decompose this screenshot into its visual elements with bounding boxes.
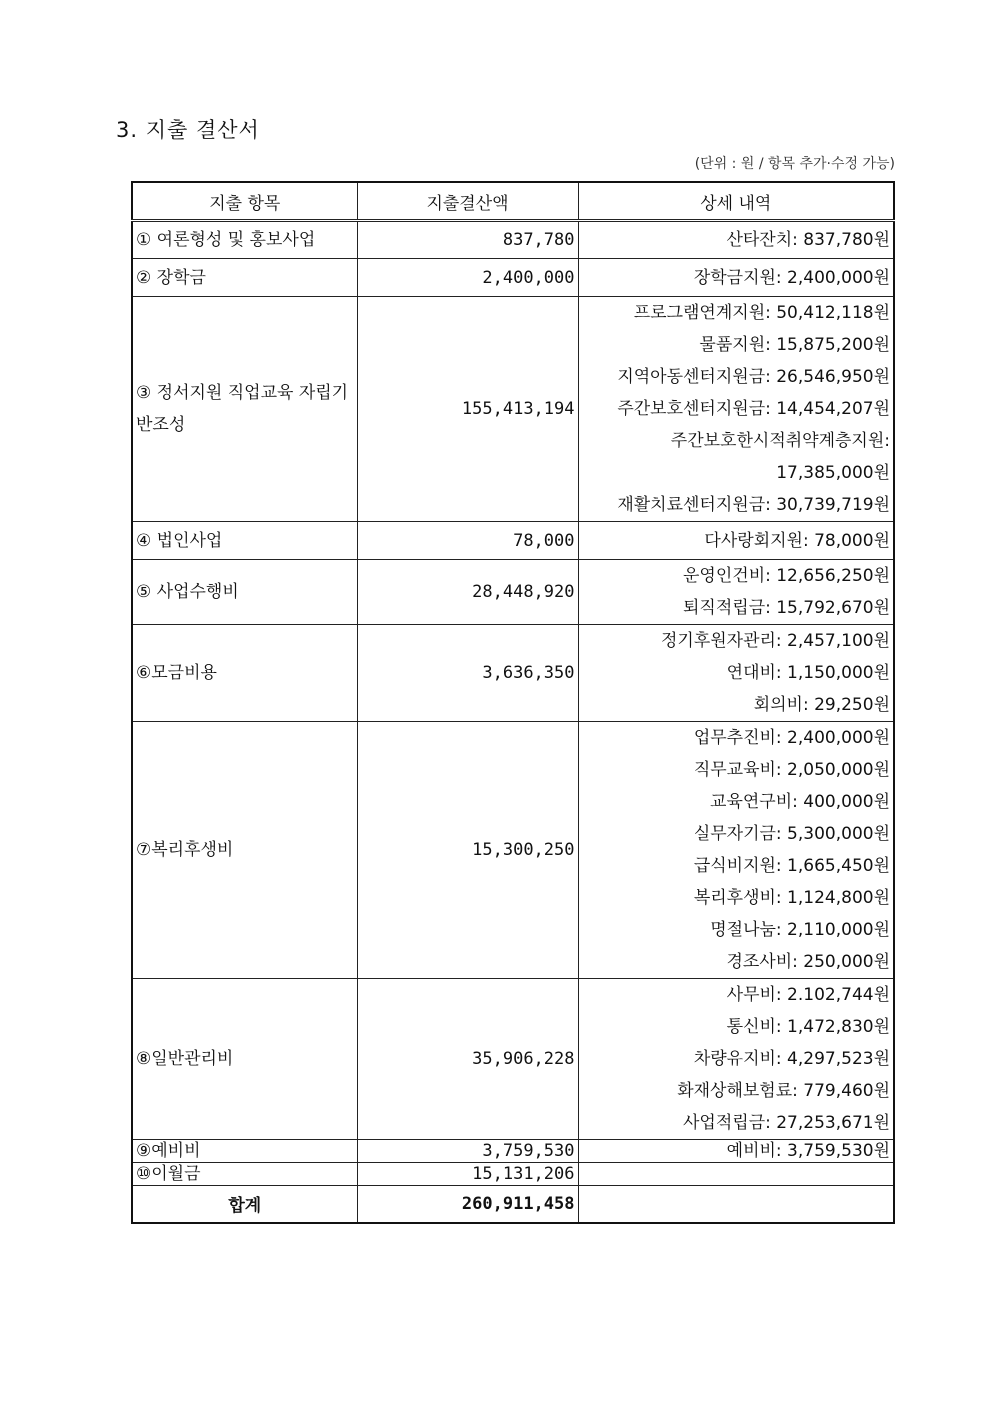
table-row — [132, 1140, 894, 1163]
expense-details — [578, 522, 894, 560]
expense-details — [578, 221, 894, 259]
table-row — [132, 625, 894, 722]
expense-amount: 35,906,228 — [357, 979, 578, 1140]
total-details — [578, 1186, 894, 1223]
detail-line: 프로그램연계지원: 50,412,118원 — [633, 303, 890, 323]
page-title: 3. 지출 결산서 — [116, 118, 260, 142]
detail-line: 직무교육비: 2,050,000원 — [693, 760, 890, 780]
expense-item: ③ 정서지원 직업교육 자립기반조성 — [132, 297, 357, 522]
expense-amount: 15,300,250 — [357, 722, 578, 979]
detail-line: 장학금지원: 2,400,000원 — [693, 267, 890, 288]
detail-line: 업무추진비: 2,400,000원 — [693, 728, 890, 748]
expense-details — [578, 1163, 894, 1186]
expense-amount: 28,448,920 — [357, 560, 578, 625]
expense-amount: 3,759,530 — [357, 1140, 578, 1163]
expense-item: ⑩이월금 — [132, 1163, 357, 1186]
detail-line: 지역아동센터지원금: 26,546,950원 — [617, 367, 890, 387]
expense-details — [578, 625, 894, 722]
table-row — [132, 221, 894, 259]
header-item: 지출 항목 — [132, 182, 357, 221]
expense-details — [578, 297, 894, 522]
detail-line: 실무자기금: 5,300,000원 — [693, 824, 890, 844]
detail-line: 회의비: 29,250원 — [753, 695, 890, 715]
detail-line: 예비비: 3,759,530원 — [726, 1141, 890, 1161]
table-row — [132, 560, 894, 625]
detail-line: 차량유지비: 4,297,523원 — [693, 1049, 890, 1069]
expense-item: ⑤ 사업수행비 — [132, 560, 357, 625]
expense-item: ④ 법인사업 — [132, 522, 357, 560]
detail-line: 주간보호한시적취약계층지원: — [670, 431, 890, 451]
total-label: 합계 — [132, 1186, 357, 1223]
detail-line: 운영인건비: 12,656,250원 — [683, 566, 890, 586]
expense-details — [578, 259, 894, 297]
total-amount: 260,911,458 — [357, 1186, 578, 1223]
detail-line: 사업적립금: 27,253,671원 — [683, 1113, 890, 1133]
expense-item: ⑧일반관리비 — [132, 979, 357, 1140]
detail-line: 경조사비: 250,000원 — [726, 952, 890, 972]
expense-item: ⑨예비비 — [132, 1140, 357, 1163]
expense-amount: 2,400,000 — [357, 259, 578, 297]
table-row — [132, 1163, 894, 1186]
unit-note: (단위 : 원 / 항목 추가·수정 가능) — [694, 156, 895, 172]
detail-line: 복리후생비: 1,124,800원 — [693, 888, 890, 908]
detail-line: 명절나눔: 2,110,000원 — [710, 920, 890, 940]
table-body — [132, 221, 894, 1186]
expense-amount: 78,000 — [357, 522, 578, 560]
detail-line: 사무비: 2.102,744원 — [726, 985, 890, 1005]
table-row — [132, 979, 894, 1140]
expense-details — [578, 722, 894, 979]
expense-item: ② 장학금 — [132, 259, 357, 297]
detail-line: 연대비: 1,150,000원 — [726, 663, 890, 683]
header-row — [132, 182, 894, 221]
header-details: 상세 내역 — [578, 182, 894, 221]
detail-line: 교육연구비: 400,000원 — [710, 792, 890, 812]
expense-item: ① 여론형성 및 홍보사업 — [132, 221, 357, 259]
expense-item: ⑥모금비용 — [132, 625, 357, 722]
detail-line: 퇴직적립금: 15,792,670원 — [683, 598, 890, 618]
expense-details — [578, 1140, 894, 1163]
expense-table — [131, 181, 895, 1224]
detail-line: 산타잔치: 837,780원 — [726, 230, 890, 250]
detail-line: 주간보호센터지원금: 14,454,207원 — [617, 399, 890, 419]
detail-line: 다사랑회지원: 78,000원 — [704, 530, 890, 551]
detail-line: 급식비지원: 1,665,450원 — [693, 856, 890, 876]
detail-line: 물품지원: 15,875,200원 — [699, 335, 890, 355]
expense-details — [578, 560, 894, 625]
total-row — [132, 1186, 894, 1223]
expense-amount: 3,636,350 — [357, 625, 578, 722]
table-row — [132, 522, 894, 560]
table-row — [132, 722, 894, 979]
detail-line: 정기후원자관리: 2,457,100원 — [660, 631, 890, 651]
expense-item: ⑦복리후생비 — [132, 722, 357, 979]
detail-line: 17,385,000원 — [776, 463, 890, 483]
expense-amount: 155,413,194 — [357, 297, 578, 522]
table-row — [132, 259, 894, 297]
expense-details — [578, 979, 894, 1140]
detail-line: 화재상해보험료: 779,460원 — [677, 1081, 890, 1101]
detail-line: 재활치료센터지원금: 30,739,719원 — [617, 495, 890, 515]
expense-amount: 837,780 — [357, 221, 578, 259]
header-amount: 지출결산액 — [357, 182, 578, 221]
detail-line: 통신비: 1,472,830원 — [726, 1017, 890, 1037]
table-row — [132, 297, 894, 522]
expense-amount: 15,131,206 — [357, 1163, 578, 1186]
